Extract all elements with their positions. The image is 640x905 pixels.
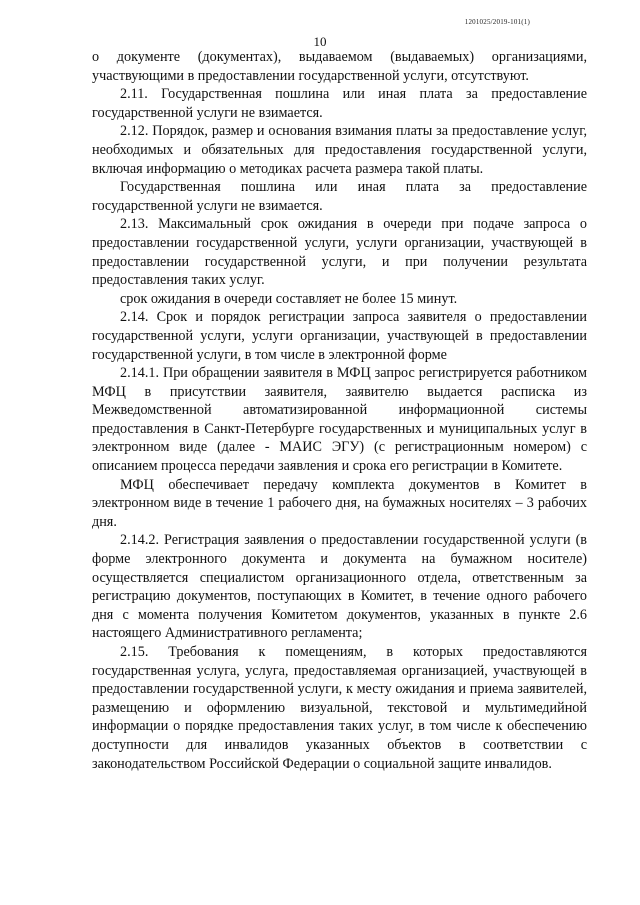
paragraph-continuation: о документе (документах), выдаваемом (выдаваемых) организациями, участвующими в предоставлении государственной услуги, отсутствуют. (92, 49, 587, 84)
document-id: 1201025/2019-101(1) (464, 18, 530, 26)
page-number: 10 (313, 34, 327, 49)
paragraph-2-15: 2.15. Требования к помещениям, в которых предоставляются государственная услуга, услуга, предоставляемая организацией, участвующей в предоставлении государственной услуги, к месту ожидания и приема заявителей, размещению и оформлению визуальной, текстовой и мультимедийной информации о порядке предоставления таких услуг, в том числе к обеспечению доступности для инвалидов указанных объектов в соответствии с законодательством Российской Федерации о социальной защите инвалидов. (92, 644, 587, 772)
document-body (92, 48, 587, 773)
paragraph-2-14: 2.14. Срок и порядок регистрации запроса заявителя о предоставлении государственной услуги, услуги организации, участвующей в предоставлении государственной услуги, в том числе в электронной форме (92, 309, 587, 363)
paragraph-2-14-2: 2.14.2. Регистрация заявления о предоставлении государственной услуги (в форме электронного документа и документа на бумажном носителе) осуществляется специалистом организационного отдела, ответственным за регистрацию документов, поступающих в Комитет, в течение одного рабочего дня с момента получения Комитетом документов, указанных в пункте 2.6 настоящего Административного регламента; (92, 532, 587, 642)
paragraph-mfc-transfer: МФЦ обеспечивает передачу комплекта документов в Комитет в электронном виде в течение 1 рабочего дня, на бумажных носителях – 3 рабочих дня. (92, 476, 587, 530)
paragraph-wait-time: срок ожидания в очереди составляет не более 15 минут. (120, 290, 458, 307)
paragraph-2-12: 2.12. Порядок, размер и основания взимания платы за предоставление услуг, необходимых и обязательных для предоставления государственной услуги, включая информацию о методиках расчета размера такой платы. (92, 123, 587, 177)
paragraph-2-14-1: 2.14.1. При обращении заявителя в МФЦ запрос регистрируется работником МФЦ в присутствии заявителя, заявителю выдается расписка из Межведомственной автоматизированной информационной системы предоставления в Санкт-Петербурге государственных и муниципальных услуг в электронном виде (далее - МАИС ЭГУ) (с регистрационным номером) с описанием процесса передачи заявления и срока его регистрации в Комитете. (92, 365, 587, 475)
paragraph-fee-note: Государственная пошлина или иная плата за предоставление государственной услуги не взимается. (92, 179, 587, 214)
paragraph-2-11: 2.11. Государственная пошлина или иная плата за предоставление государственной услуги не взимается. (92, 86, 587, 121)
paragraph-2-13: 2.13. Максимальный срок ожидания в очереди при подаче запроса о предоставлении государственной услуги, услуги организации, участвующей в предоставлении государственной услуги, и при получении результата предоставления таких услуг. (92, 216, 587, 289)
